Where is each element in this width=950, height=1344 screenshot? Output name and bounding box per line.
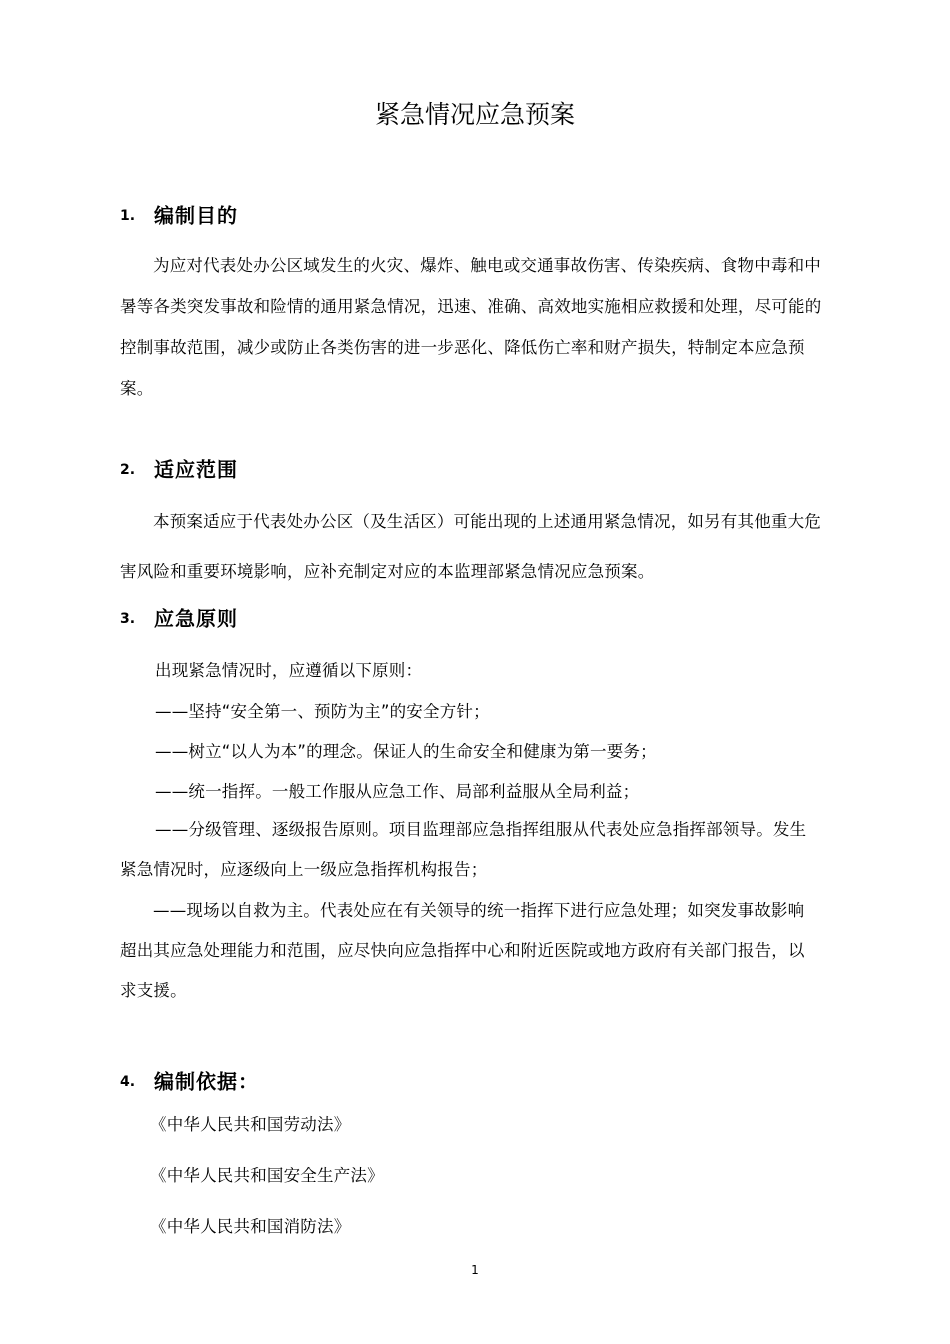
- principle-item-multiline: ——分级管理、逐级报告原则。项目监理部应急指挥组服从代表处应急指挥部领导。发生紧急情况时，应逐级向上一级应急指挥机构报告；: [120, 820, 807, 879]
- section-heading-1: [120, 200, 238, 230]
- principle-item: ——树立“以人为本”的理念。保证人的生命安全和健康为第一要务；: [155, 742, 657, 761]
- section-number: 1.: [120, 207, 136, 224]
- principles-intro: 出现紧急情况时，应遵循以下原则：: [155, 661, 423, 680]
- page-number: 1: [471, 1263, 479, 1277]
- principle-item-multiline: ——现场以自救为主。代表处应在有关领导的统一指挥下进行应急处理；如突发事故影响超出其应急处理能力和范围，应尽快向应急指挥中心和附近医院或地方政府有关部门报告，以求支援。: [120, 901, 805, 1000]
- principle-item: ——坚持“安全第一、预防为主”的安全方针；: [155, 702, 490, 721]
- section-title: 应急原则: [154, 606, 238, 631]
- section-heading-3: [120, 603, 238, 633]
- law-reference: 《中华人民共和国消防法》: [150, 1217, 351, 1236]
- section-heading-2: [120, 454, 238, 484]
- section-title: 适应范围: [154, 457, 238, 482]
- section-2-paragraph: 本预案适应于代表处办公区（及生活区）可能出现的上述通用紧急情况，如另有其他重大危害风险和重要环境影响，应补充制定对应的本监理部紧急情况应急预案。: [120, 512, 821, 581]
- section-number: 2.: [120, 461, 136, 478]
- section-number: 3.: [120, 610, 136, 627]
- law-reference: 《中华人民共和国劳动法》: [150, 1115, 351, 1134]
- section-heading-4: [120, 1066, 259, 1096]
- section-title: 编制目的: [154, 203, 238, 228]
- document-title: 紧急情况应急预案: [374, 100, 575, 129]
- principle-item: ——统一指挥。一般工作服从应急工作、局部利益服从全局利益；: [155, 782, 640, 801]
- section-title: 编制依据：: [154, 1069, 259, 1094]
- section-number: 4.: [120, 1073, 136, 1090]
- law-reference: 《中华人民共和国安全生产法》: [150, 1166, 384, 1185]
- section-1-paragraph: 为应对代表处办公区域发生的火灾、爆炸、触电或交通事故伤害、传染疾病、食物中毒和中暑等各类突发事故和险情的通用紧急情况，迅速、准确、高效地实施相应救援和处理，尽可能的控制事故范围，减少或防止各类伤害的进一步恶化、降低伤亡率和财产损失，特制定本应急预案。: [120, 256, 822, 398]
